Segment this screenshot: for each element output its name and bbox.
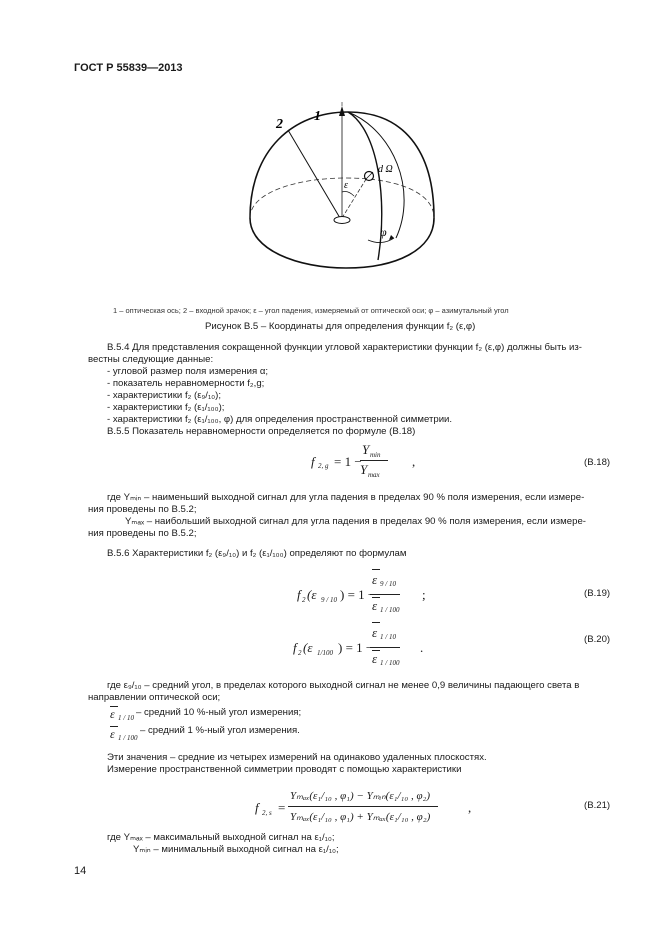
para-avg-line1: Эти значения – средние из четырех измерений на одинаково удаленных плоскостях. — [107, 752, 487, 763]
equation-label: (В.21) — [584, 800, 611, 811]
para-b54-line2: вестны следующие данные: — [88, 354, 214, 365]
list-item: - показатель неравномерности f₂,g; — [107, 378, 265, 389]
para-avg-line2: Измерение пространственной симметрии проводят с помощью характеристики — [107, 764, 462, 775]
para-b54-line1: В.5.4 Для представления сокращенной функции угловой характеристики функции f₂ (ε,φ) должны быть из- — [107, 342, 582, 353]
para-b56: В.5.6 Характеристики f₂ (ε₉/₁₀) и f₂ (ε₁/₁₀₀) определяют по формулам — [107, 548, 407, 559]
list-item: - характеристики f₂ (ε₁/₁₀₀); — [107, 402, 225, 413]
label-2: 2 — [276, 117, 283, 132]
where18-line4: ния проведены по В.5.2; — [88, 528, 197, 539]
label-epsilon: ε — [344, 180, 348, 191]
list-item: - угловой размер поля измерения α; — [107, 366, 269, 377]
where18-line2: ния проведены по В.5.2; — [88, 504, 197, 515]
label-domega: d Ω — [378, 164, 393, 175]
list-item: - характеристики f₂ (ε₉/₁₀); — [107, 390, 222, 401]
pupil-leader — [288, 130, 340, 218]
label-1: 1 — [314, 109, 321, 124]
label-phi: φ — [380, 225, 387, 239]
hemisphere-figure — [228, 100, 448, 280]
entrance-pupil — [334, 217, 350, 224]
figure-legend: 1 – оптическая ось; 2 – входной зрачок; ε – угол падения, измеряемый от оптической оси; φ – азимутальный угол — [113, 306, 509, 315]
azimuth-meridian — [348, 112, 404, 238]
meridian-arc — [348, 112, 382, 260]
equation-label: (В.18) — [584, 457, 611, 468]
figure-caption: Рисунок В.5 – Координаты для определения функции f₂ (ε,φ) — [205, 321, 476, 332]
where18-line1: где Yₘᵢₙ – наименьший выходной сигнал для угла падения в пределах 90 % поля измерения, если измере- — [107, 492, 585, 503]
page-number: 14 — [74, 865, 87, 877]
document-header: ГОСТ Р 55839—2013 — [74, 62, 183, 74]
para-b55: В.5.5 Показатель неравномерности определяется по формуле (В.18) — [107, 426, 416, 437]
equation-label: (В.20) — [584, 634, 611, 645]
optical-axis-arrow — [339, 106, 345, 116]
base-ellipse-front — [250, 218, 434, 268]
where21-line1: где Yₘₐₓ – максимальный выходной сигнал на ε₁/₁₀; — [107, 832, 335, 843]
list-item: - характеристики f₂ (ε₁/₁₀₀, φ) для определения пространственной симметрии. — [107, 414, 453, 425]
where20-line2: направлении оптической оси; — [88, 692, 221, 703]
epsilon-arc — [342, 192, 354, 197]
where18-line3: Yₘₐₓ – наибольший выходной сигнал для угла падения в пределах 90 % поля измерения, если измере- — [125, 516, 586, 527]
where20-line1: где ε₉/₁₀ – средний угол, в пределах которого выходной сигнал не менее 0,9 величины падающего света в — [107, 680, 580, 691]
where21-line2: Yₘᵢₙ – минимальный выходной сигнал на ε₁/₁₀; — [133, 844, 339, 855]
equation-label: (В.19) — [584, 588, 611, 599]
